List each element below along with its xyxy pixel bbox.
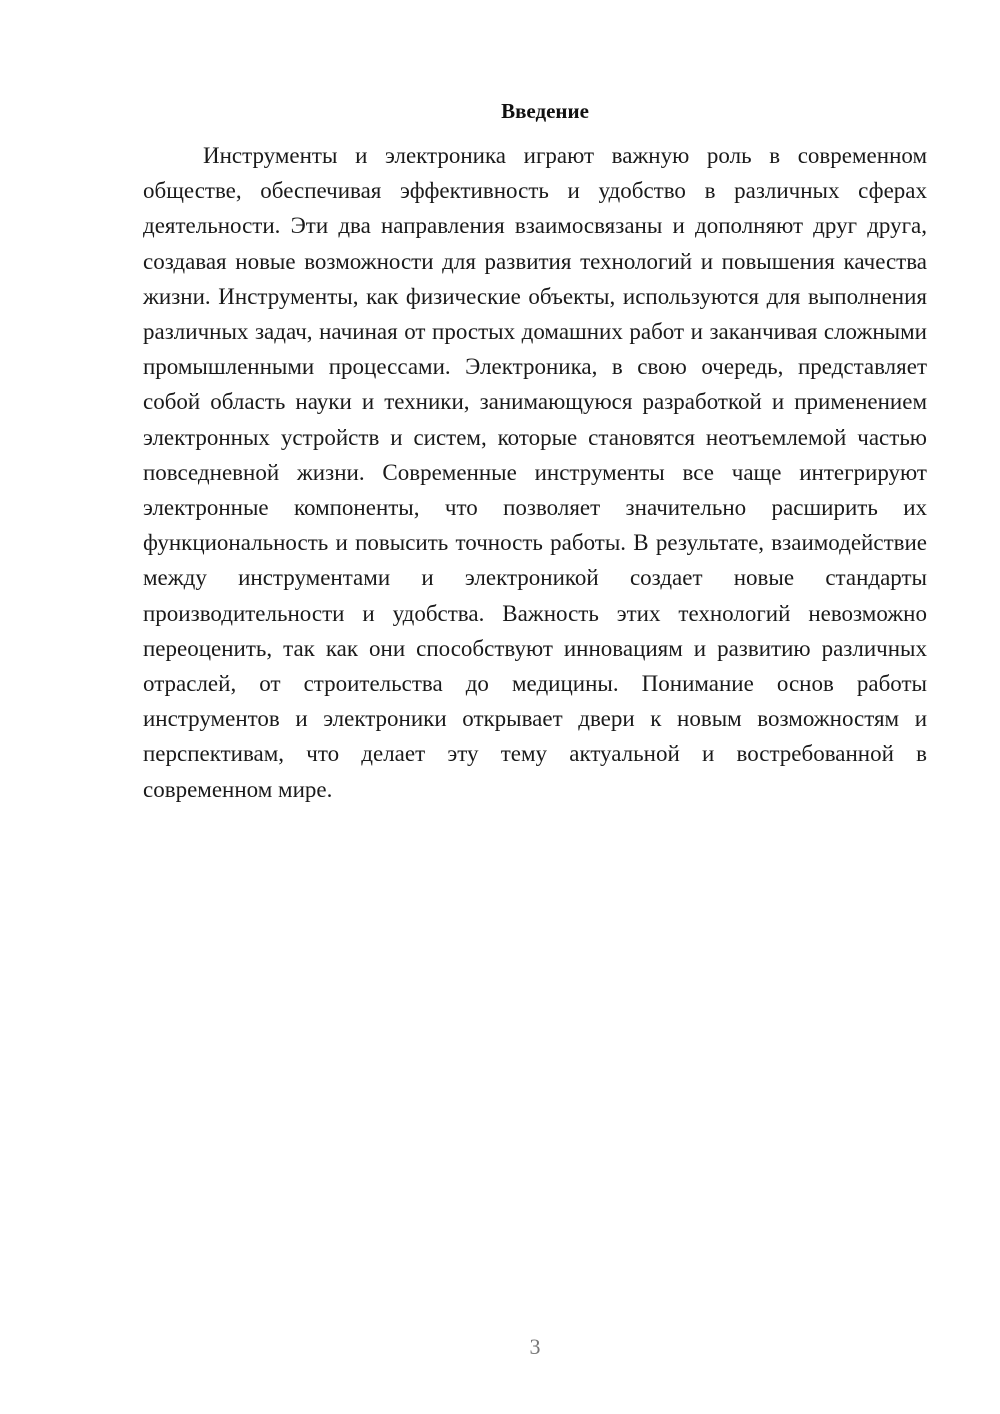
page-number: 3 (529, 1334, 541, 1359)
section-title: Введение (501, 99, 589, 123)
page-content (143, 96, 927, 807)
intro-paragraph: Инструменты и электроника играют важную роль в современном обществе, обеспечивая эффективность и удобство в различных сферах деятельности. Эти два направления взаимосвязаны и дополняют друг друга, создавая новые возможности для развития технологий и повышения качества жизни. Инструменты, как физические объекты, используются для выполнения различных задач, начиная от простых домашних работ и заканчивая сложными промышленными процессами. Электроника, в свою очередь, представляет собой область науки и техники, занимающуюся разработкой и применением электронных устройств и систем, которые становятся неотъемлемой частью повседневной жизни. Современные инструменты все чаще интегрируют электронные компоненты, что позволяет значительно расширить их функциональность и повысить точность работы. В результате, взаимодействие между инструментами и электроникой создает новые стандарты производительности и удобства. Важность этих технологий невозможно переоценить, так как они способствуют инновациям и развитию различных отраслей, от строительства до медицины. Понимание основ работы инструментов и электроники открывает двери к новым возможностям и перспективам, что делает эту тему актуальной и востребованной в современном мире. (143, 143, 927, 802)
